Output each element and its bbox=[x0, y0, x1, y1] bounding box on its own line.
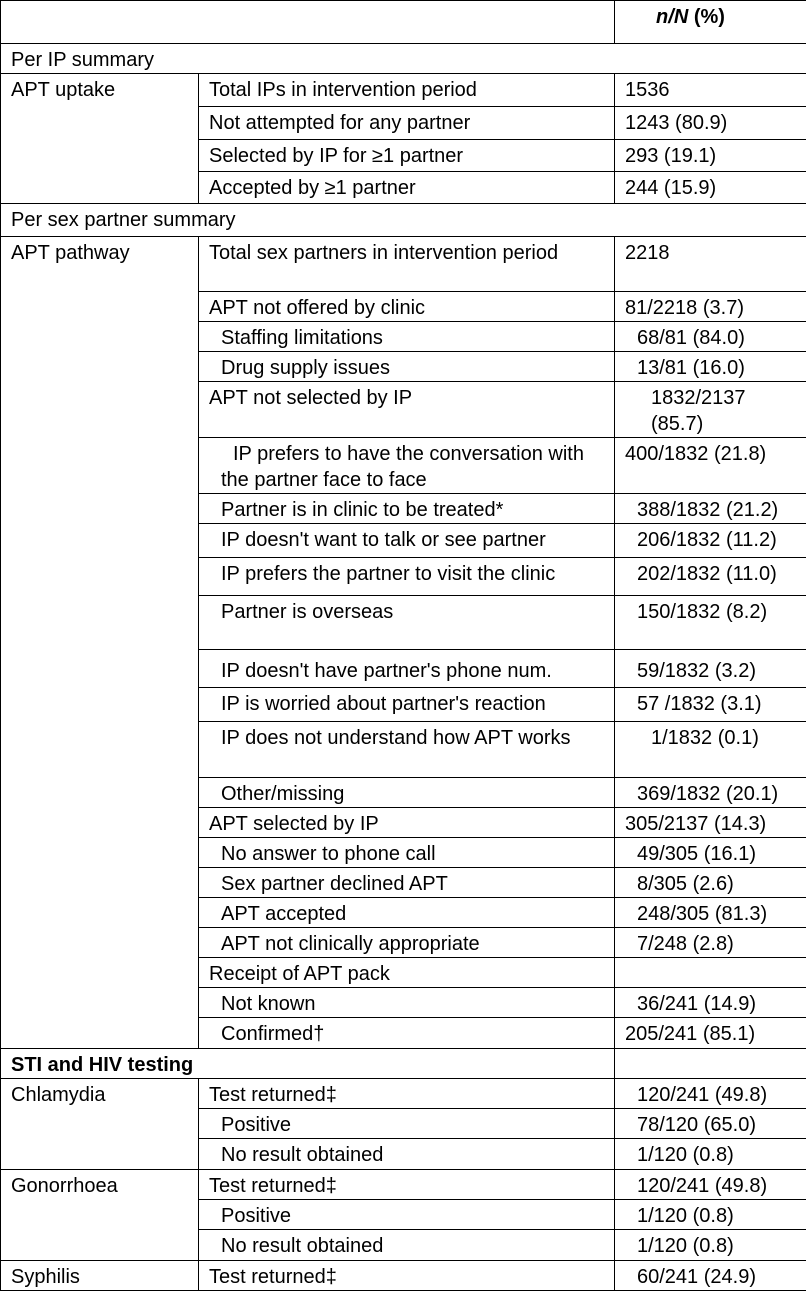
row-value: 2218 bbox=[615, 237, 806, 292]
row-label: Not known bbox=[199, 988, 615, 1018]
row-value: 1/1832 (0.1) bbox=[615, 722, 806, 778]
row-label: IP doesn't want to talk or see partner bbox=[199, 524, 615, 558]
group-label-apt-pathway: APT pathway bbox=[1, 237, 199, 1049]
section-title-per-ip: Per IP summary bbox=[1, 44, 806, 74]
row-value: 1/120 (0.8) bbox=[615, 1230, 806, 1261]
row-value: 13/81 (16.0) bbox=[615, 352, 806, 382]
section-row bbox=[1, 1049, 806, 1079]
row-label: Receipt of APT pack bbox=[199, 958, 615, 988]
row-value: 248/305 (81.3) bbox=[615, 898, 806, 928]
row-label: Not attempted for any partner bbox=[199, 107, 615, 140]
row-value: 8/305 (2.6) bbox=[615, 868, 806, 898]
section-row bbox=[1, 44, 806, 74]
group-label-gonorrhoea: Gonorrhoea bbox=[1, 1170, 199, 1261]
section-title-sti-hiv: STI and HIV testing bbox=[1, 1049, 615, 1079]
table-row bbox=[1, 74, 806, 107]
row-label: Drug supply issues bbox=[199, 352, 615, 382]
row-value: 60/241 (24.9) bbox=[615, 1261, 806, 1291]
row-label: APT not clinically appropriate bbox=[199, 928, 615, 958]
row-label: Positive bbox=[199, 1200, 615, 1230]
row-value: 206/1832 (11.2) bbox=[615, 524, 806, 558]
section-title-per-partner: Per sex partner summary bbox=[1, 204, 806, 237]
row-value: 49/305 (16.1) bbox=[615, 838, 806, 868]
row-value bbox=[615, 958, 806, 988]
row-label: APT not selected by IP bbox=[199, 382, 615, 438]
row-value: 1/120 (0.8) bbox=[615, 1139, 806, 1170]
row-label: IP prefers the partner to visit the clinic bbox=[199, 558, 615, 596]
row-label: No result obtained bbox=[199, 1139, 615, 1170]
row-label: Total sex partners in intervention period bbox=[199, 237, 615, 292]
row-value: 78/120 (65.0) bbox=[615, 1109, 806, 1139]
header-n-label: n/N bbox=[656, 6, 688, 28]
row-label: Test returned‡ bbox=[199, 1079, 615, 1109]
row-value: 244 (15.9) bbox=[615, 172, 806, 204]
row-label: Other/missing bbox=[199, 778, 615, 808]
table-row bbox=[1, 237, 806, 292]
group-label-syphilis: Syphilis bbox=[1, 1261, 199, 1291]
group-label-chlamydia: Chlamydia bbox=[1, 1079, 199, 1170]
row-value: 150/1832 (8.2) bbox=[615, 596, 806, 650]
row-label: Total IPs in intervention period bbox=[199, 74, 615, 107]
row-value: 202/1832 (11.0) bbox=[615, 558, 806, 596]
row-value: 293 (19.1) bbox=[615, 140, 806, 172]
row-value: 400/1832 (21.8) bbox=[615, 438, 806, 494]
row-label: IP is worried about partner's reaction bbox=[199, 688, 615, 722]
row-label: No result obtained bbox=[199, 1230, 615, 1261]
row-value: 1536 bbox=[615, 74, 806, 107]
row-label: IP doesn't have partner's phone num. bbox=[199, 650, 615, 688]
row-label: APT selected by IP bbox=[199, 808, 615, 838]
row-value: 1832/2137 (85.7) bbox=[615, 382, 806, 438]
row-value: 81/2218 (3.7) bbox=[615, 292, 806, 322]
row-label: Accepted by ≥1 partner bbox=[199, 172, 615, 204]
header-n-pct bbox=[615, 1, 806, 44]
row-label: Test returned‡ bbox=[199, 1261, 615, 1291]
row-value: 36/241 (14.9) bbox=[615, 988, 806, 1018]
row-label bbox=[199, 722, 615, 778]
row-value: 305/2137 (14.3) bbox=[615, 808, 806, 838]
row-label-text: IP prefers to have the conversation with the partner face to face bbox=[221, 443, 584, 491]
row-label: No answer to phone call bbox=[199, 838, 615, 868]
section-blank-cell bbox=[615, 1049, 806, 1079]
row-label: Selected by IP for ≥1 partner bbox=[199, 140, 615, 172]
row-value: 68/81 (84.0) bbox=[615, 322, 806, 352]
group-label-apt-uptake: APT uptake bbox=[1, 74, 199, 204]
row-label: APT accepted bbox=[199, 898, 615, 928]
row-value: 120/241 (49.8) bbox=[615, 1170, 806, 1200]
row-value: 120/241 (49.8) bbox=[615, 1079, 806, 1109]
row-label: Partner is overseas bbox=[199, 596, 615, 650]
header-pct-label: (%) bbox=[688, 6, 725, 28]
row-label bbox=[199, 438, 615, 494]
row-value: 1243 (80.9) bbox=[615, 107, 806, 140]
row-label: Test returned‡ bbox=[199, 1170, 615, 1200]
table-row bbox=[1, 1261, 806, 1291]
row-value: 59/1832 (3.2) bbox=[615, 650, 806, 688]
row-value: 205/241 (85.1) bbox=[615, 1018, 806, 1049]
row-label: APT not offered by clinic bbox=[199, 292, 615, 322]
header-row bbox=[1, 1, 806, 44]
row-value: 1/120 (0.8) bbox=[615, 1200, 806, 1230]
header-blank-cell bbox=[1, 1, 615, 44]
row-label-text: IP does not understand how APT works bbox=[209, 727, 570, 749]
row-value: 388/1832 (21.2) bbox=[615, 494, 806, 524]
row-label: Partner is in clinic to be treated* bbox=[199, 494, 615, 524]
section-row bbox=[1, 204, 806, 237]
row-label: Sex partner declined APT bbox=[199, 868, 615, 898]
row-value: 369/1832 (20.1) bbox=[615, 778, 806, 808]
row-label: Positive bbox=[199, 1109, 615, 1139]
row-value: 57 /1832 (3.1) bbox=[615, 688, 806, 722]
row-value: 7/248 (2.8) bbox=[615, 928, 806, 958]
table-row bbox=[1, 1170, 806, 1200]
row-label: Staffing limitations bbox=[199, 322, 615, 352]
table-row bbox=[1, 1079, 806, 1109]
row-label: Confirmed† bbox=[199, 1018, 615, 1049]
